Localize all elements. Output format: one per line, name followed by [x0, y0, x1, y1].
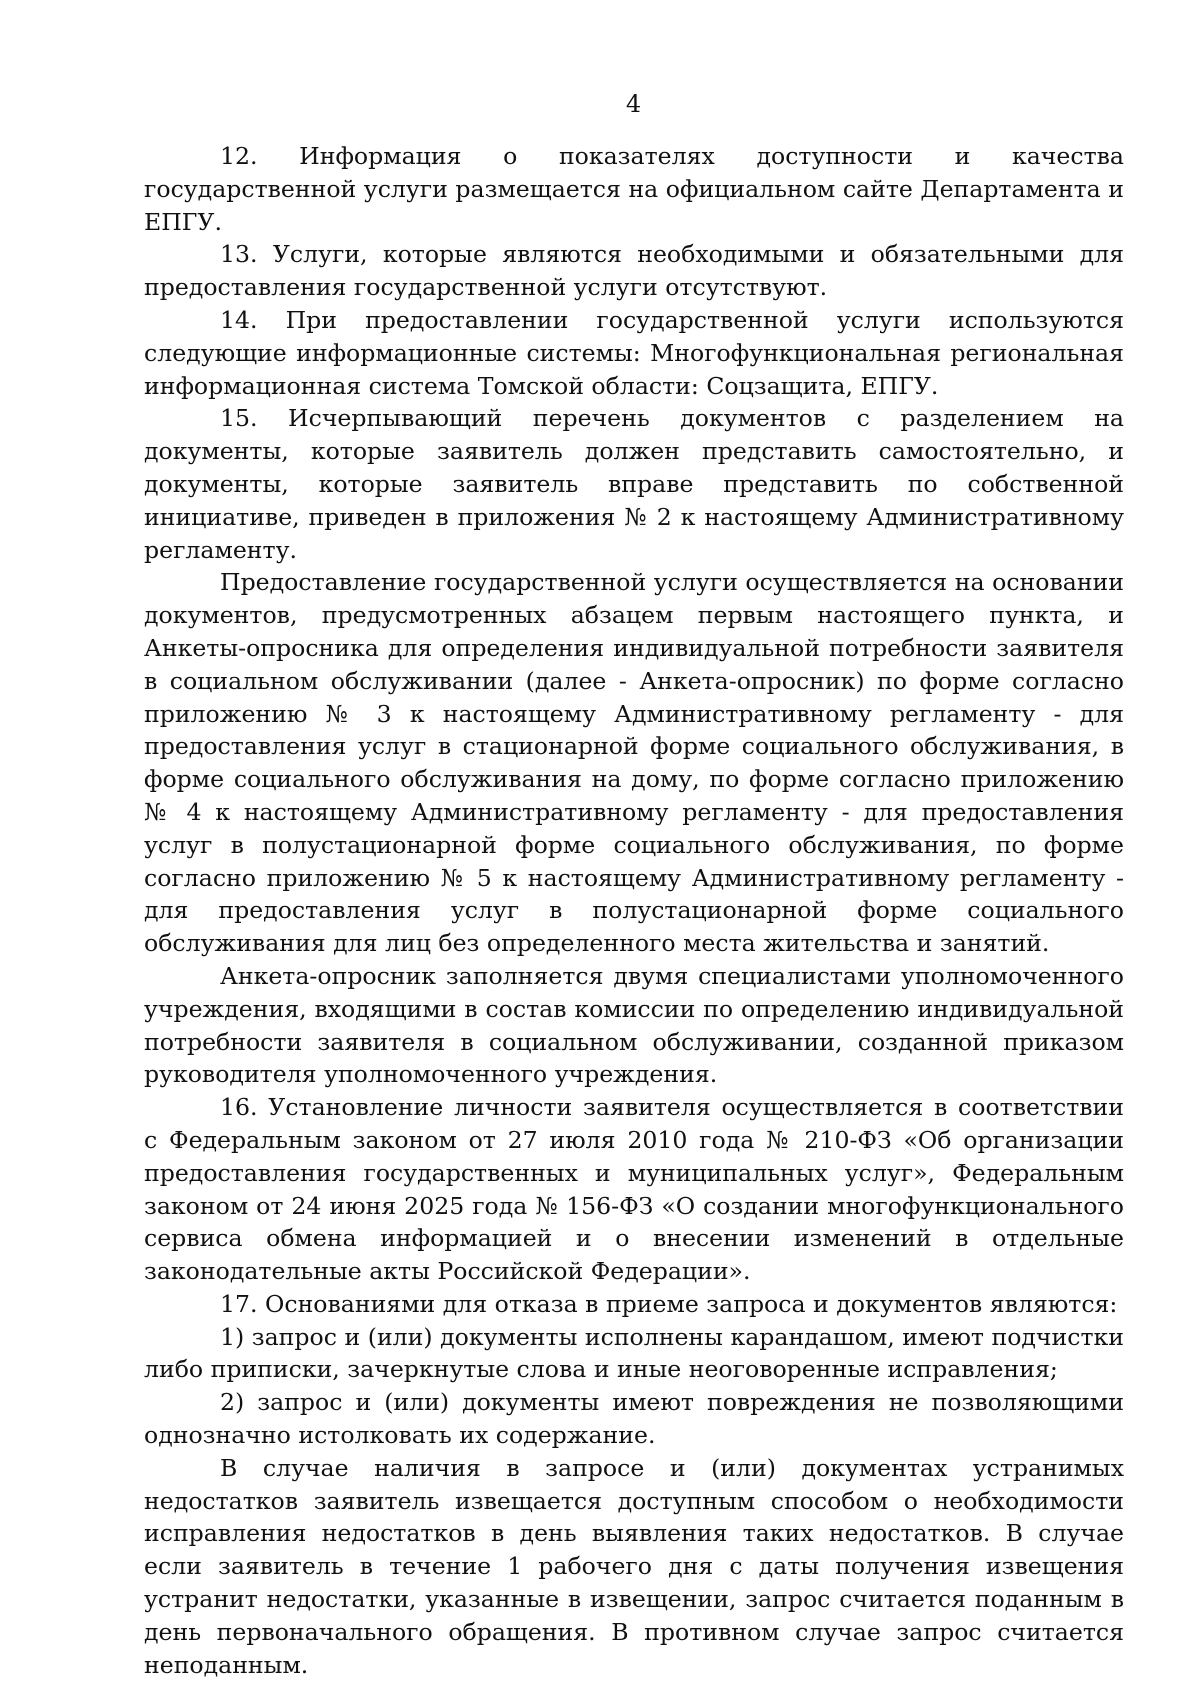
paragraph-17-item-1: 1) запрос и (или) документы исполнены карандашом, имеют подчистки либо приписки, зачеркнутые слова и иные неоговоренные исправления;: [144, 1322, 1124, 1384]
paragraph-17-remedy: В случае наличия в запросе и (или) документах устранимых недостатков заявитель извещается доступным способом о необходимости исправления недостатков в день выявления таких недостатков. В случае если заявитель в течение 1 рабочего дня с даты получения извещения устранит недостатки, указанные в извещении, запрос считается поданным в день первоначального обращения. В противном случае запрос считается неподанным.: [144, 1453, 1124, 1679]
paragraph-15-questionnaire: Анкета-опросник заполняется двумя специалистами уполномоченного учреждения, входящими в состав комиссии по определению индивидуальной потребности заявителя в социальном обслуживании, созданной приказом руководителя уполномоченного учреждения.: [144, 961, 1124, 1089]
document-body: [144, 140, 1124, 1681]
paragraph-17: 17. Основаниями для отказа в приеме запроса и документов являются:: [220, 1289, 1118, 1318]
paragraph-12: 12. Информация о показателях доступности и качества государственной услуги размещается на официальном сайте Департамента и ЕПГУ.: [144, 142, 1124, 236]
paragraph-13: 13. Услуги, которые являются необходимыми и обязательными для предоставления государственной услуги отсутствуют.: [144, 240, 1124, 302]
paragraph-14: 14. При предоставлении государственной услуги используются следующие информационные системы: Многофункциональная региональная информационная система Томской области: Соцзащита, ЕПГУ.: [144, 305, 1124, 400]
page-number: 4: [625, 90, 642, 118]
paragraph-16: 16. Установление личности заявителя осуществляется в соответствии с Федеральным законом от 27 июля 2010 года № 210-ФЗ «Об организации предоставления государственных и муниципальных услуг», Федеральным законом от 24 июня 2025 года № 156-ФЗ «О создании многофункционального сервиса обмена информацией и о внесении изменений в отдельные законодательные акты Российской Федерации».: [144, 1093, 1124, 1286]
paragraph-15-provision: Предоставление государственной услуги осуществляется на основании документов, предусмотренных абзацем первым настоящего пункта, и Анкеты-опросника для определения индивидуальной потребности заявителя в социальном обслуживании (далее - Анкета-опросник) по форме согласно приложению № 3 к настоящему Административному регламенту - для предоставления услуг в стационарной форме социального обслуживания, в форме социального обслуживания на дому, по форме согласно приложению № 4 к настоящему Административному регламенту - для предоставления услуг в полустационарной форме социального обслуживания, по форме согласно приложению № 5 к настоящему Административному регламенту - для предоставления услуг в полустационарной форме социального обслуживания для лиц без определенного места жительства и занятий.: [144, 568, 1124, 958]
paragraph-17-item-2: 2) запрос и (или) документы имеют повреждения не позволяющими однозначно истолковать их содержание.: [144, 1388, 1124, 1450]
paragraph-15: 15. Исчерпывающий перечень документов с разделением на документы, которые заявитель должен представить самостоятельно, и документы, которые заявитель вправе представить по собственной инициативе, приведен в приложения № 2 к настоящему Административному регламенту.: [144, 404, 1124, 564]
